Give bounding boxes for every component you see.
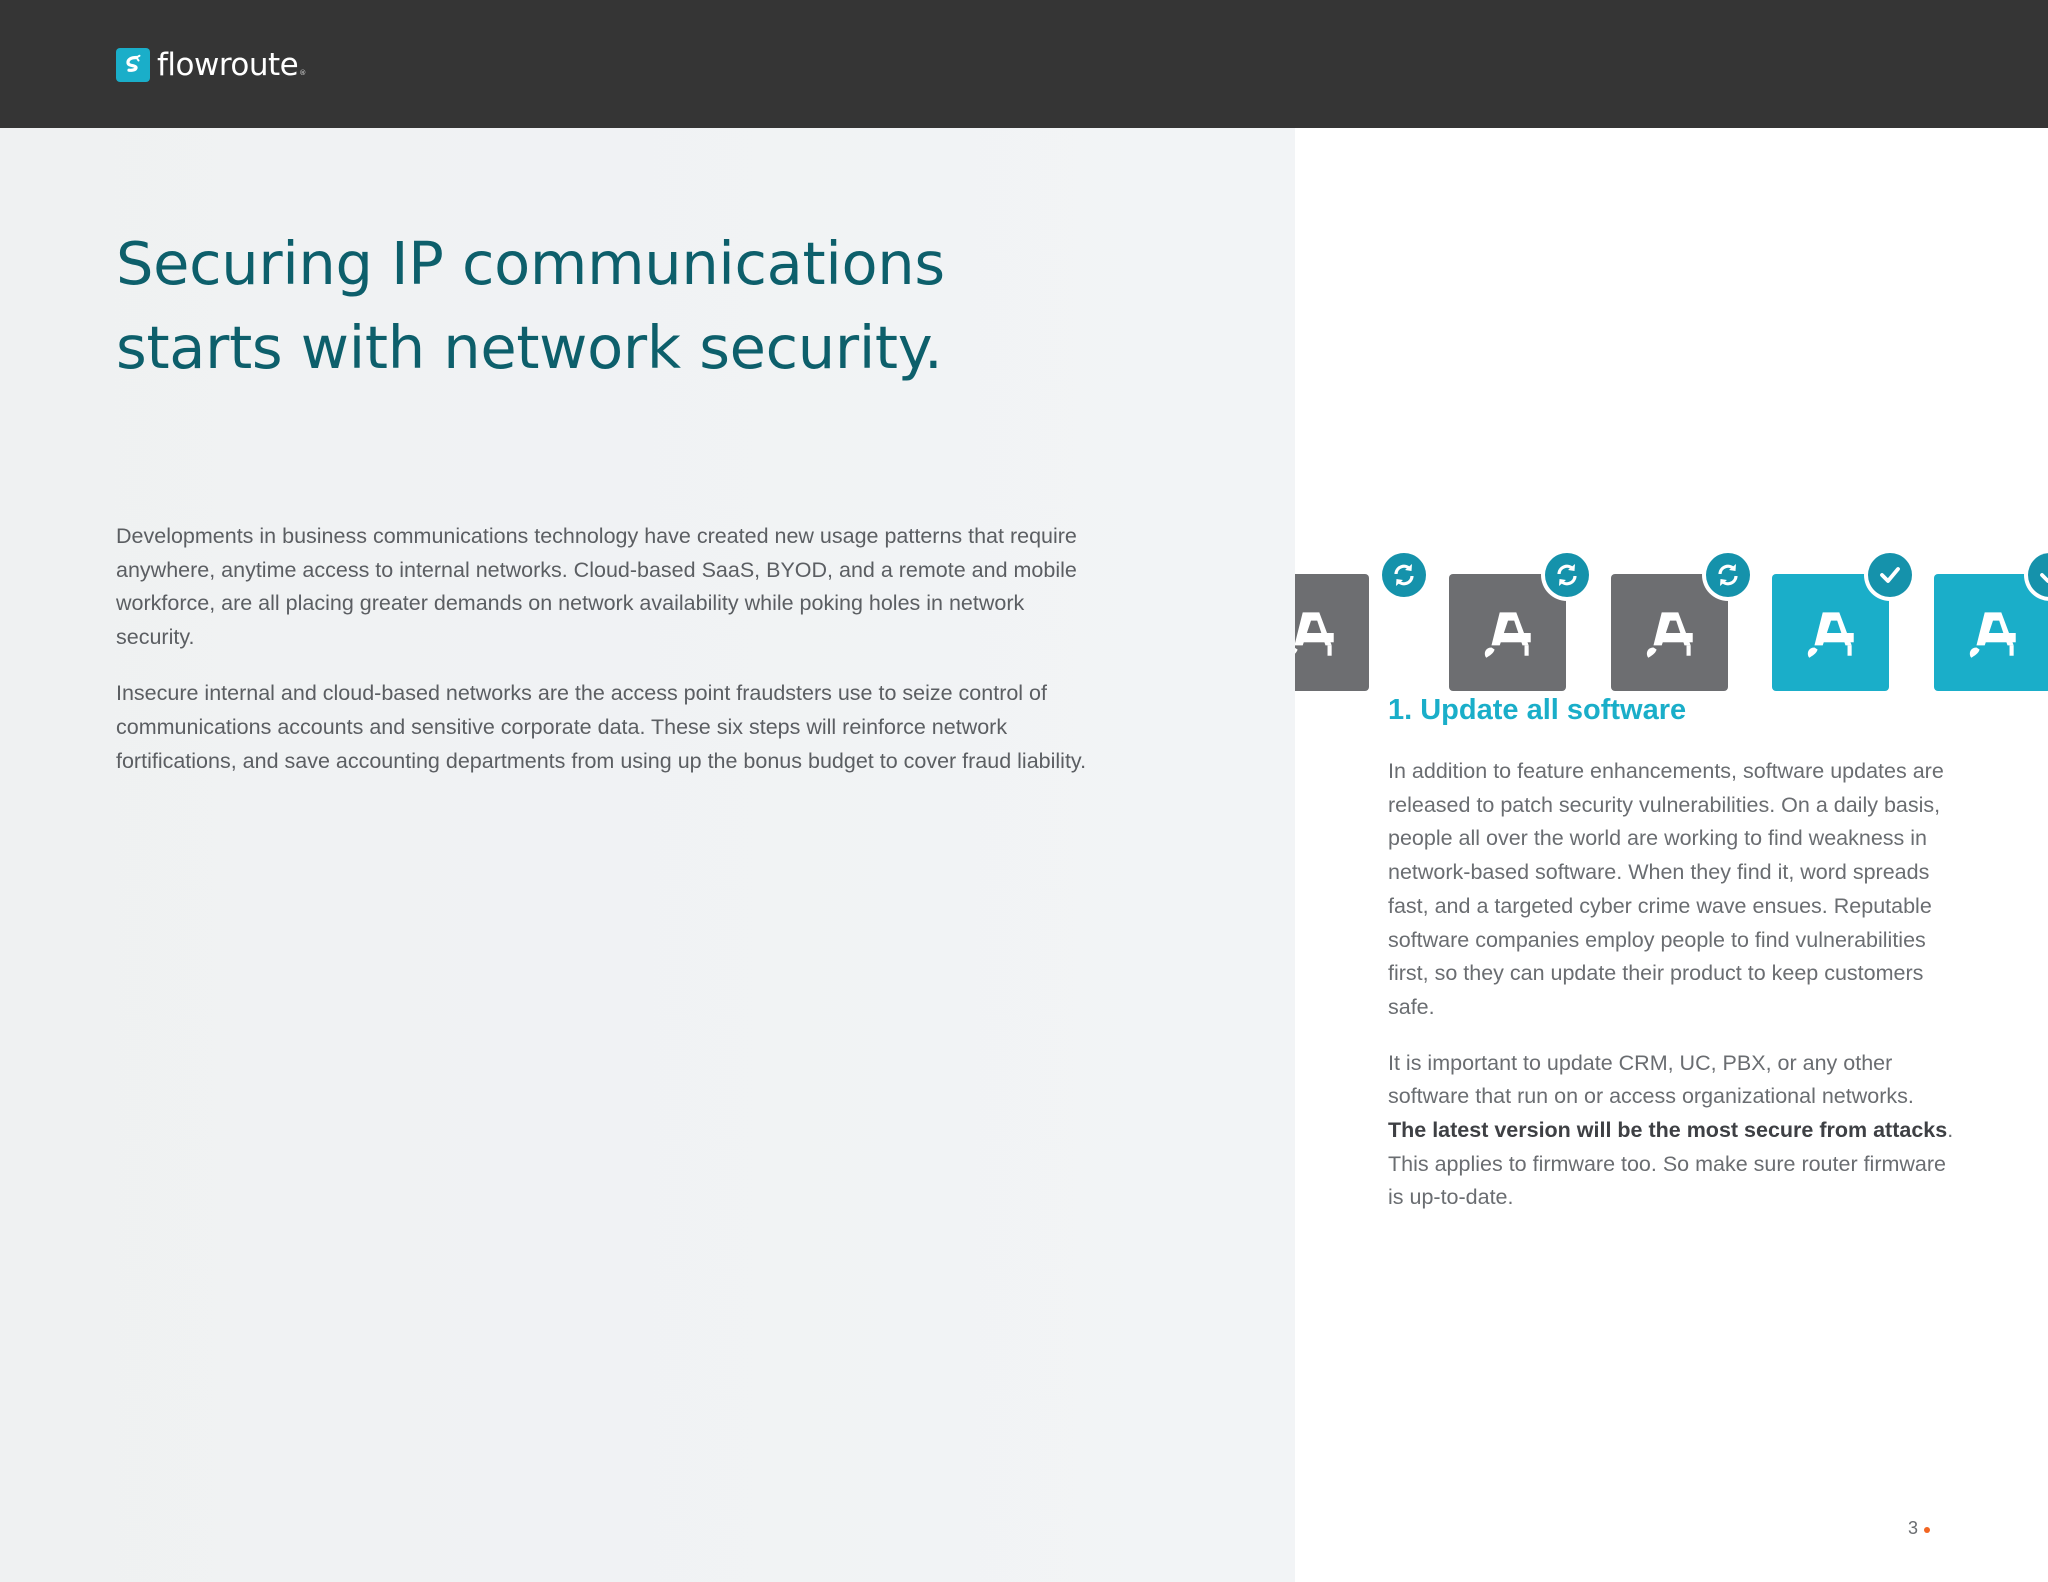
page-title-line-1: Securing IP communications bbox=[116, 229, 945, 298]
registered-mark: ® bbox=[299, 69, 306, 77]
header-bar bbox=[0, 0, 2048, 128]
step-panel bbox=[1295, 128, 2048, 1582]
refresh-badge bbox=[1702, 549, 1754, 601]
intro-text bbox=[116, 520, 1096, 801]
intro-paragraph-2: Insecure internal and cloud-based networks are the access point fraudsters use to seize control of communications accounts and sensitive corporate data. These six steps will reinforce network fortifications, and save accounting departments from using up the bonus budget to cover fraud liability. bbox=[116, 681, 1087, 773]
flowroute-logo-icon bbox=[116, 48, 150, 82]
checkmark-icon bbox=[2035, 560, 2048, 590]
checkmark-badge bbox=[1864, 549, 1916, 601]
page-title bbox=[116, 222, 1116, 390]
intro-paragraph-1: Developments in business communications technology have created new usage patterns that require anywhere, anytime access to internal networks. Cloud-based SaaS, BYOD, and a remote and mobile workforce, are all placing greater demands on network availability while poking holes in network security. bbox=[116, 524, 1077, 649]
app-tile-updating bbox=[1295, 574, 1369, 691]
step-title: 1. Update all software bbox=[1388, 694, 1687, 726]
app-store-icon bbox=[1639, 602, 1701, 664]
refresh-icon bbox=[1552, 560, 1582, 590]
refresh-badge bbox=[1541, 549, 1593, 601]
checkmark-icon bbox=[1875, 560, 1905, 590]
page-number-dot bbox=[1924, 1527, 1930, 1533]
brand-name: flowroute® bbox=[157, 47, 306, 83]
software-update-illustration bbox=[1295, 414, 2048, 574]
page-title-line-2: starts with network security. bbox=[116, 313, 943, 382]
app-store-icon bbox=[1477, 602, 1539, 664]
brand-logo[interactable] bbox=[116, 46, 306, 84]
app-store-icon bbox=[1295, 602, 1342, 664]
refresh-icon bbox=[1389, 560, 1419, 590]
refresh-icon bbox=[1713, 560, 1743, 590]
step-body bbox=[1388, 755, 1958, 1237]
step-paragraph-2: It is important to update CRM, UC, PBX, or any other software that run on or access organizational networks. The latest version will be the most secure from attacks. This applies to firmware too. So make sure router firmware is up-to-date. bbox=[1388, 1050, 1954, 1210]
app-store-icon bbox=[1962, 602, 2024, 664]
step-paragraph-1: In addition to feature enhancements, software updates are released to patch security vulnerabilities. On a daily basis, people all over the world are working to find weakness in network-based software. When they find it, word spreads fast, and a targeted cyber crime wave ensues. Reputable software companies employ people to find vulnerabilities first, so they can update their product to keep customers safe. bbox=[1388, 759, 1944, 1019]
app-store-icon bbox=[1800, 602, 1862, 664]
refresh-badge bbox=[1378, 549, 1430, 601]
step-emphasis: The latest version will be the most secure from attacks bbox=[1388, 1118, 1948, 1143]
page-number: 3 bbox=[1908, 1518, 1919, 1538]
